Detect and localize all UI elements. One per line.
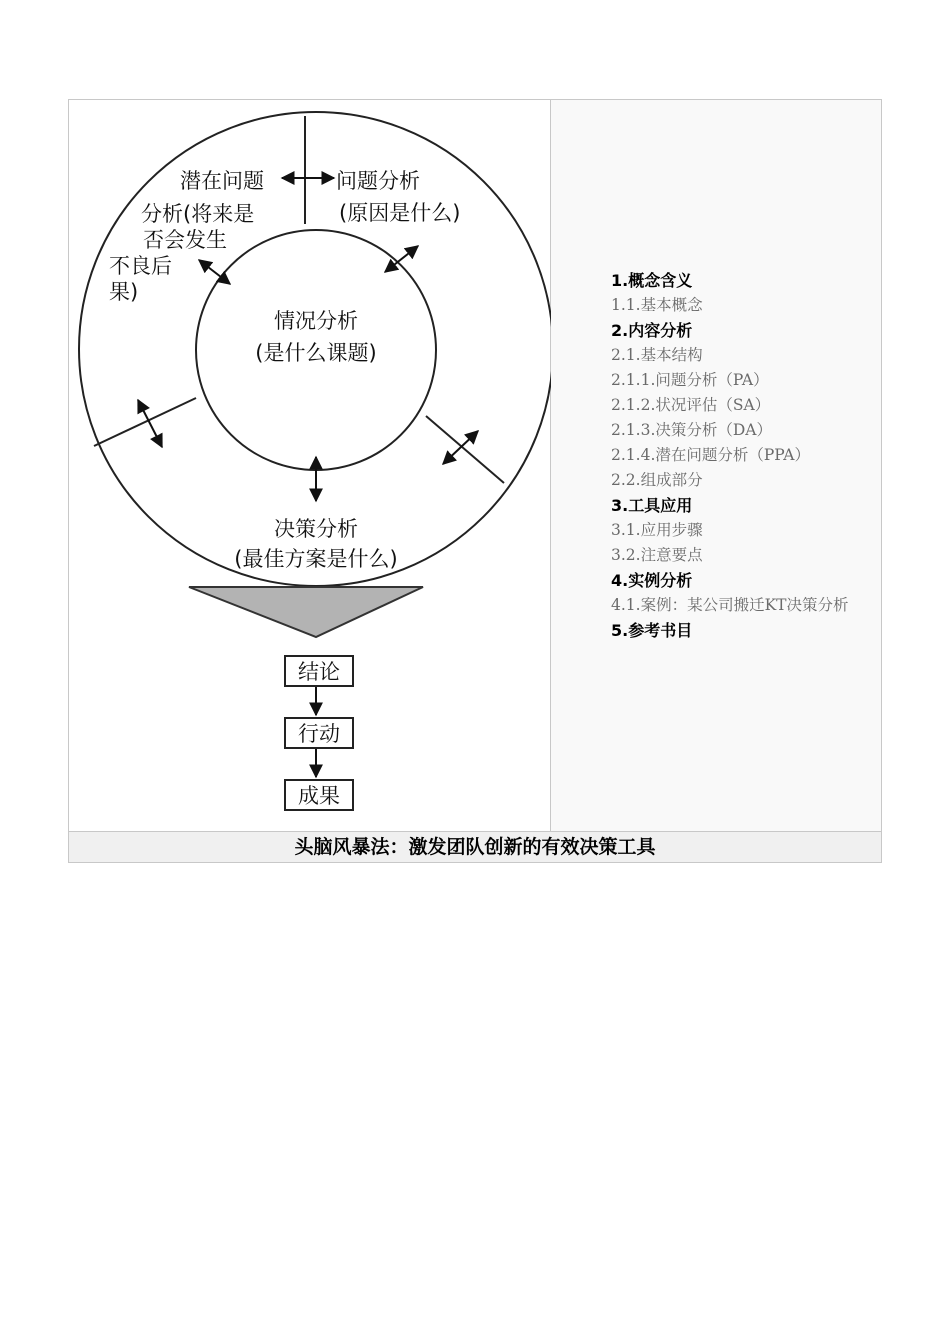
toc-item[interactable]: 5.参考书目 xyxy=(611,621,693,640)
figure-caption: 头脑风暴法：激发团队创新的有效决策工具 xyxy=(69,831,881,862)
toc-item[interactable]: 3.1.应用步骤 xyxy=(611,521,703,539)
toc-item[interactable]: 1.概念含义 xyxy=(611,271,693,290)
label-problem-analysis: 问题分析 xyxy=(336,169,420,193)
label-situation: 情况分析 xyxy=(274,309,358,333)
toc-cell xyxy=(551,100,881,831)
divider-right xyxy=(426,416,504,483)
toc-item[interactable]: 3.2.注意要点 xyxy=(611,546,703,564)
box-conclusion-label: 结论 xyxy=(298,660,340,684)
toc-item[interactable]: 3.工具应用 xyxy=(611,496,693,515)
box-action-label: 行动 xyxy=(298,722,340,746)
funnel-triangle xyxy=(189,587,423,637)
toc-item[interactable]: 2.1.1.问题分析（PA） xyxy=(611,371,769,389)
toc-item[interactable]: 1.1.基本概念 xyxy=(611,296,703,314)
kt-diagram-cell xyxy=(69,100,551,831)
label-situation-sub: (是什么课题) xyxy=(255,341,377,365)
box-result-label: 成果 xyxy=(298,784,340,808)
toc-item[interactable]: 4.1.案例：某公司搬迁KT决策分析 xyxy=(611,596,849,614)
divider-left xyxy=(94,398,196,446)
label-potential-sub-3: 不良后 xyxy=(109,254,172,278)
label-decision-sub: (最佳方案是什么) xyxy=(234,547,398,571)
label-potential-sub-4: 果) xyxy=(109,280,139,304)
toc-item[interactable]: 2.1.3.决策分析（DA） xyxy=(611,421,772,439)
label-problem-analysis-sub: (原因是什么) xyxy=(339,201,461,225)
toc-item[interactable]: 2.1.4.潜在问题分析（PPA） xyxy=(611,446,810,464)
label-potential-sub-2: 否会发生 xyxy=(143,228,227,252)
toc-item[interactable]: 2.1.2.状况评估（SA） xyxy=(611,396,771,414)
kt-diagram xyxy=(69,100,551,831)
label-potential-sub-1: 分析(将来是 xyxy=(141,202,255,226)
toc-item[interactable]: 2.内容分析 xyxy=(611,321,693,340)
toc-item[interactable]: 2.1.基本结构 xyxy=(611,346,703,364)
label-potential-problem: 潜在问题 xyxy=(180,169,264,193)
content-table xyxy=(68,99,882,863)
table-of-contents xyxy=(611,268,873,643)
label-decision: 决策分析 xyxy=(274,517,358,541)
arrow-upper-right xyxy=(385,246,418,272)
toc-item[interactable]: 2.2.组成部分 xyxy=(611,471,703,489)
toc-item[interactable]: 4.实例分析 xyxy=(611,571,693,590)
